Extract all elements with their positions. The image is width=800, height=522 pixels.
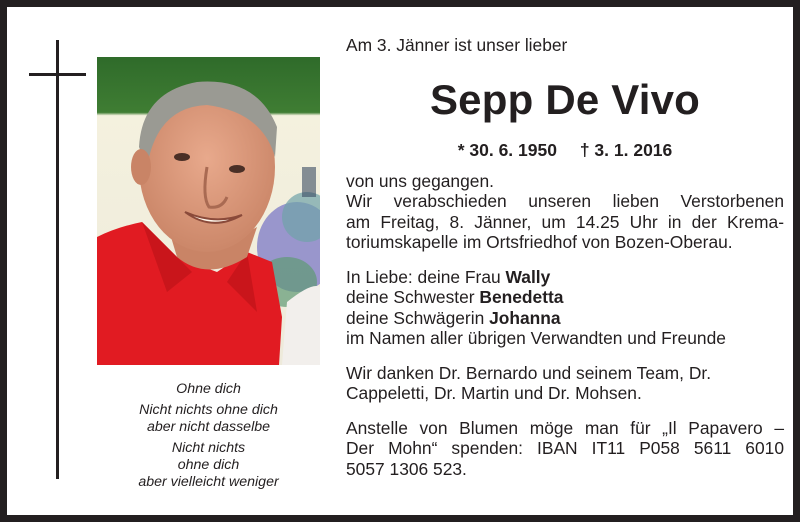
funeral-line: toriumskapelle im Ortsfriedhof von Bozen-Oberau. bbox=[346, 232, 733, 252]
poem-line: Nicht nichts ohne dich bbox=[139, 402, 278, 418]
mourners-paragraph bbox=[346, 267, 784, 349]
portrait-photo bbox=[97, 57, 320, 365]
mourner-name: Johanna bbox=[489, 307, 561, 328]
obituary-text bbox=[346, 35, 784, 479]
poem-line: Ohne dich bbox=[176, 381, 241, 397]
memorial-poem bbox=[97, 381, 320, 495]
thanks-paragraph bbox=[346, 363, 784, 404]
poem-line: aber nicht dasselbe bbox=[146, 419, 271, 435]
cross-horizontal-bar bbox=[29, 73, 86, 76]
donation-line: Der Mohn“ spenden: IBAN IT11 P058 5611 6010 bbox=[346, 438, 784, 458]
portrait-photo-illustration bbox=[97, 57, 320, 365]
mourner-line bbox=[346, 308, 784, 329]
cross-vertical-bar bbox=[56, 40, 59, 479]
birth-date: * 30. 6. 1950 bbox=[457, 139, 557, 160]
funeral-line: Wir verabschieden unseren lieben Verstorbenen bbox=[346, 191, 784, 211]
poem-stanza bbox=[97, 381, 320, 398]
obituary-card bbox=[7, 7, 793, 515]
poem-line: aber vielleicht weniger bbox=[138, 474, 279, 490]
death-date: † 3. 1. 2016 bbox=[579, 139, 673, 160]
poem-line: ohne dich bbox=[177, 457, 240, 473]
mourner-line bbox=[346, 287, 784, 308]
mourner-line bbox=[346, 267, 784, 288]
mourner-relation: deine Schwester bbox=[346, 287, 480, 307]
mourner-name: Benedetta bbox=[479, 287, 564, 307]
intro-text: Am 3. Jänner ist unser lieber bbox=[346, 35, 568, 55]
mourner-relation: im Namen aller übrigen Verwandten und Freunde bbox=[346, 328, 726, 348]
mourner-name: Wally bbox=[505, 266, 551, 287]
poem-stanza bbox=[97, 402, 320, 436]
poem-line: Nicht nichts bbox=[171, 440, 246, 456]
mourner-relation: deine Schwägerin bbox=[346, 307, 490, 328]
mourner-line bbox=[346, 328, 784, 349]
passing-text: von uns gegangen. bbox=[346, 170, 494, 191]
thanks-line: Cappeletti, Dr. Martin und Dr. Mohsen. bbox=[346, 383, 642, 403]
funeral-paragraph bbox=[346, 171, 784, 253]
funeral-line: am Freitag, 8. Jänner, um 14.25 Uhr in der Krema- bbox=[346, 211, 784, 232]
donation-line: 5057 1306 523. bbox=[346, 458, 467, 479]
thanks-line: Wir danken Dr. Bernardo und seinem Team, Dr. bbox=[346, 362, 712, 383]
deceased-name: Sepp De Vivo bbox=[429, 75, 701, 123]
donation-paragraph bbox=[346, 418, 784, 480]
life-dates bbox=[346, 140, 784, 160]
donation-line: Anstelle von Blumen möge man für „Il Papavero – bbox=[346, 417, 784, 438]
poem-stanza bbox=[97, 440, 320, 491]
mourner-relation: In Liebe: deine Frau bbox=[346, 266, 506, 287]
